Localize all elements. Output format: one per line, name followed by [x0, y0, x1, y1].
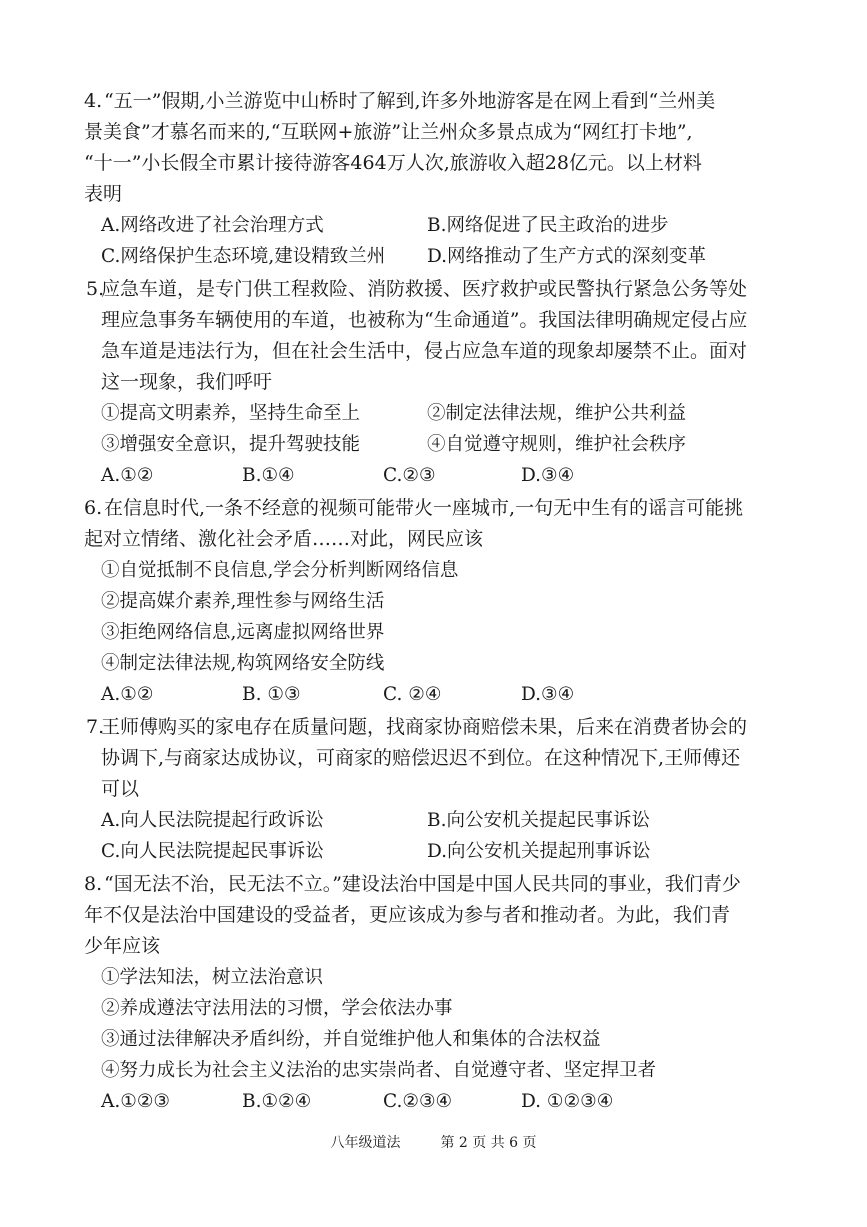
statement-3: ③拒绝网络信息,远离虚拟网络世界 — [101, 622, 385, 643]
footer-subject: 八年级道法 — [330, 1135, 401, 1151]
stem-line: 在信息时代,一条不经意的视频可能带火一座城市,一句无中生有的谣言可能挑 — [104, 497, 744, 519]
choice-c[interactable]: C.②③ — [383, 465, 436, 486]
statement-4: ④努力成长为社会主义法治的忠实崇尚者、自觉遵守者、坚定捍卫者 — [101, 1060, 657, 1081]
question-number: 7. — [86, 716, 105, 738]
choice-b[interactable]: B. ①③ — [242, 684, 301, 705]
question-number: 6. — [84, 497, 103, 519]
statement-list — [101, 962, 867, 1117]
question-stem — [84, 493, 788, 555]
question-stem — [101, 274, 788, 398]
choice-d[interactable]: D.③④ — [521, 465, 575, 486]
option-a[interactable]: A.网络改进了社会治理方式 — [101, 215, 324, 236]
stem-line: 王师傅购买的家电存在质量问题，找商家协商赔偿未果，后来在消费者协会的 — [101, 716, 748, 738]
option-b[interactable]: B.网络促进了民主政治的进步 — [427, 215, 669, 236]
stem-line: 年不仅是法治中国建设的受益者，更应该成为参与者和推动者。为此，我们青 — [84, 904, 731, 926]
statement-1: ①自觉抵制不良信息,学会分析判断网络信息 — [101, 560, 459, 581]
statement-list — [101, 398, 867, 491]
question-number: 4. — [84, 90, 103, 112]
question-number: 5. — [86, 278, 105, 300]
footer-page-number: 第 2 页 共 6 页 — [440, 1135, 537, 1151]
choice-a[interactable]: A.①②③ — [101, 1091, 170, 1112]
answer-choices — [101, 460, 867, 491]
question-number: 8. — [84, 873, 103, 895]
page-footer — [0, 1133, 867, 1153]
stem-line: 可以 — [101, 778, 140, 800]
answer-options — [101, 210, 867, 272]
stem-line: 这一现象，我们呼吁 — [101, 371, 273, 393]
answer-choices — [101, 679, 867, 710]
question-8 — [0, 869, 867, 1117]
stem-line: 起对立情绪、激化社会矛盾……对此，网民应该 — [84, 528, 484, 550]
choice-c[interactable]: C. ②④ — [383, 684, 442, 705]
stem-line: 表明 — [84, 183, 123, 205]
statement-3: ③增强安全意识，提升驾驶技能 — [101, 434, 361, 455]
statement-1: ①提高文明素养，坚持生命至上 — [101, 403, 361, 424]
choice-b[interactable]: B.①④ — [242, 465, 295, 486]
stem-line: 应急车道，是专门供工程救险、消防救援、医疗救护或民警执行紧急公务等处 — [101, 278, 748, 300]
statement-4: ④制定法律法规,构筑网络安全防线 — [101, 653, 385, 674]
question-stem — [84, 869, 788, 962]
stem-line: “十一”小长假全市累计接待游客464万人次,旅游收入超28亿元。以上材料 — [84, 152, 702, 174]
option-c[interactable]: C.向人民法院提起民事诉讼 — [101, 841, 324, 862]
stem-line: 急车道是违法行为，但在社会生活中，侵占应急车道的现象却屡禁不止。面对 — [101, 340, 748, 362]
statement-2: ②制定法律法规，维护公共利益 — [427, 403, 687, 424]
statement-2: ②提高媒介素养,理性参与网络生活 — [101, 591, 385, 612]
option-b[interactable]: B.向公安机关提起民事诉讼 — [427, 810, 650, 831]
choice-a[interactable]: A.①② — [101, 684, 154, 705]
choice-c[interactable]: C.②③④ — [383, 1091, 453, 1112]
statement-list — [101, 555, 867, 710]
stem-line: 协调下,与商家达成协议，可商家的赔偿迟迟不到位。在这种情况下,王师傅还 — [101, 747, 741, 769]
statement-3: ③通过法律解决矛盾纠纷，并自觉维护他人和集体的合法权益 — [101, 1029, 601, 1050]
option-c[interactable]: C.网络保护生态环境,建设精致兰州 — [101, 246, 386, 267]
question-7 — [0, 712, 867, 867]
option-d[interactable]: D.网络推动了生产方式的深刻变革 — [427, 246, 707, 267]
question-list — [0, 86, 867, 1117]
question-5 — [0, 274, 867, 491]
stem-line: 少年应该 — [84, 935, 161, 957]
choice-d[interactable]: D. ①②③④ — [521, 1091, 614, 1112]
answer-choices — [101, 1086, 867, 1117]
stem-line: 景美食”才慕名而来的,“互联网+旅游”让兰州众多景点成为“网红打卡地”, — [84, 121, 693, 143]
question-6 — [0, 493, 867, 710]
choice-b[interactable]: B.①②④ — [242, 1091, 312, 1112]
choice-d[interactable]: D.③④ — [521, 684, 575, 705]
question-4 — [0, 86, 867, 272]
question-stem — [84, 86, 788, 210]
stem-line: 理应急事务车辆使用的车道，也被称为“生命通道”。我国法律明确规定侵占应 — [101, 309, 748, 331]
question-stem — [101, 712, 788, 805]
choice-a[interactable]: A.①② — [101, 465, 154, 486]
statement-1: ①学法知法，树立法治意识 — [101, 967, 324, 988]
statement-2: ②养成遵法守法用法的习惯，学会依法办事 — [101, 998, 453, 1019]
option-d[interactable]: D.向公安机关提起刑事诉讼 — [427, 841, 651, 862]
statement-4: ④自觉遵守规则，维护社会秩序 — [427, 434, 687, 455]
stem-line: “五一”假期,小兰游览中山桥时了解到,许多外地游客是在网上看到“兰州美 — [104, 90, 716, 112]
option-a[interactable]: A.向人民法院提起行政诉讼 — [101, 810, 324, 831]
answer-options — [101, 805, 867, 867]
stem-line: “国无法不治，民无法不立。”建设法治中国是中国人民共同的事业，我们青少 — [104, 873, 741, 895]
